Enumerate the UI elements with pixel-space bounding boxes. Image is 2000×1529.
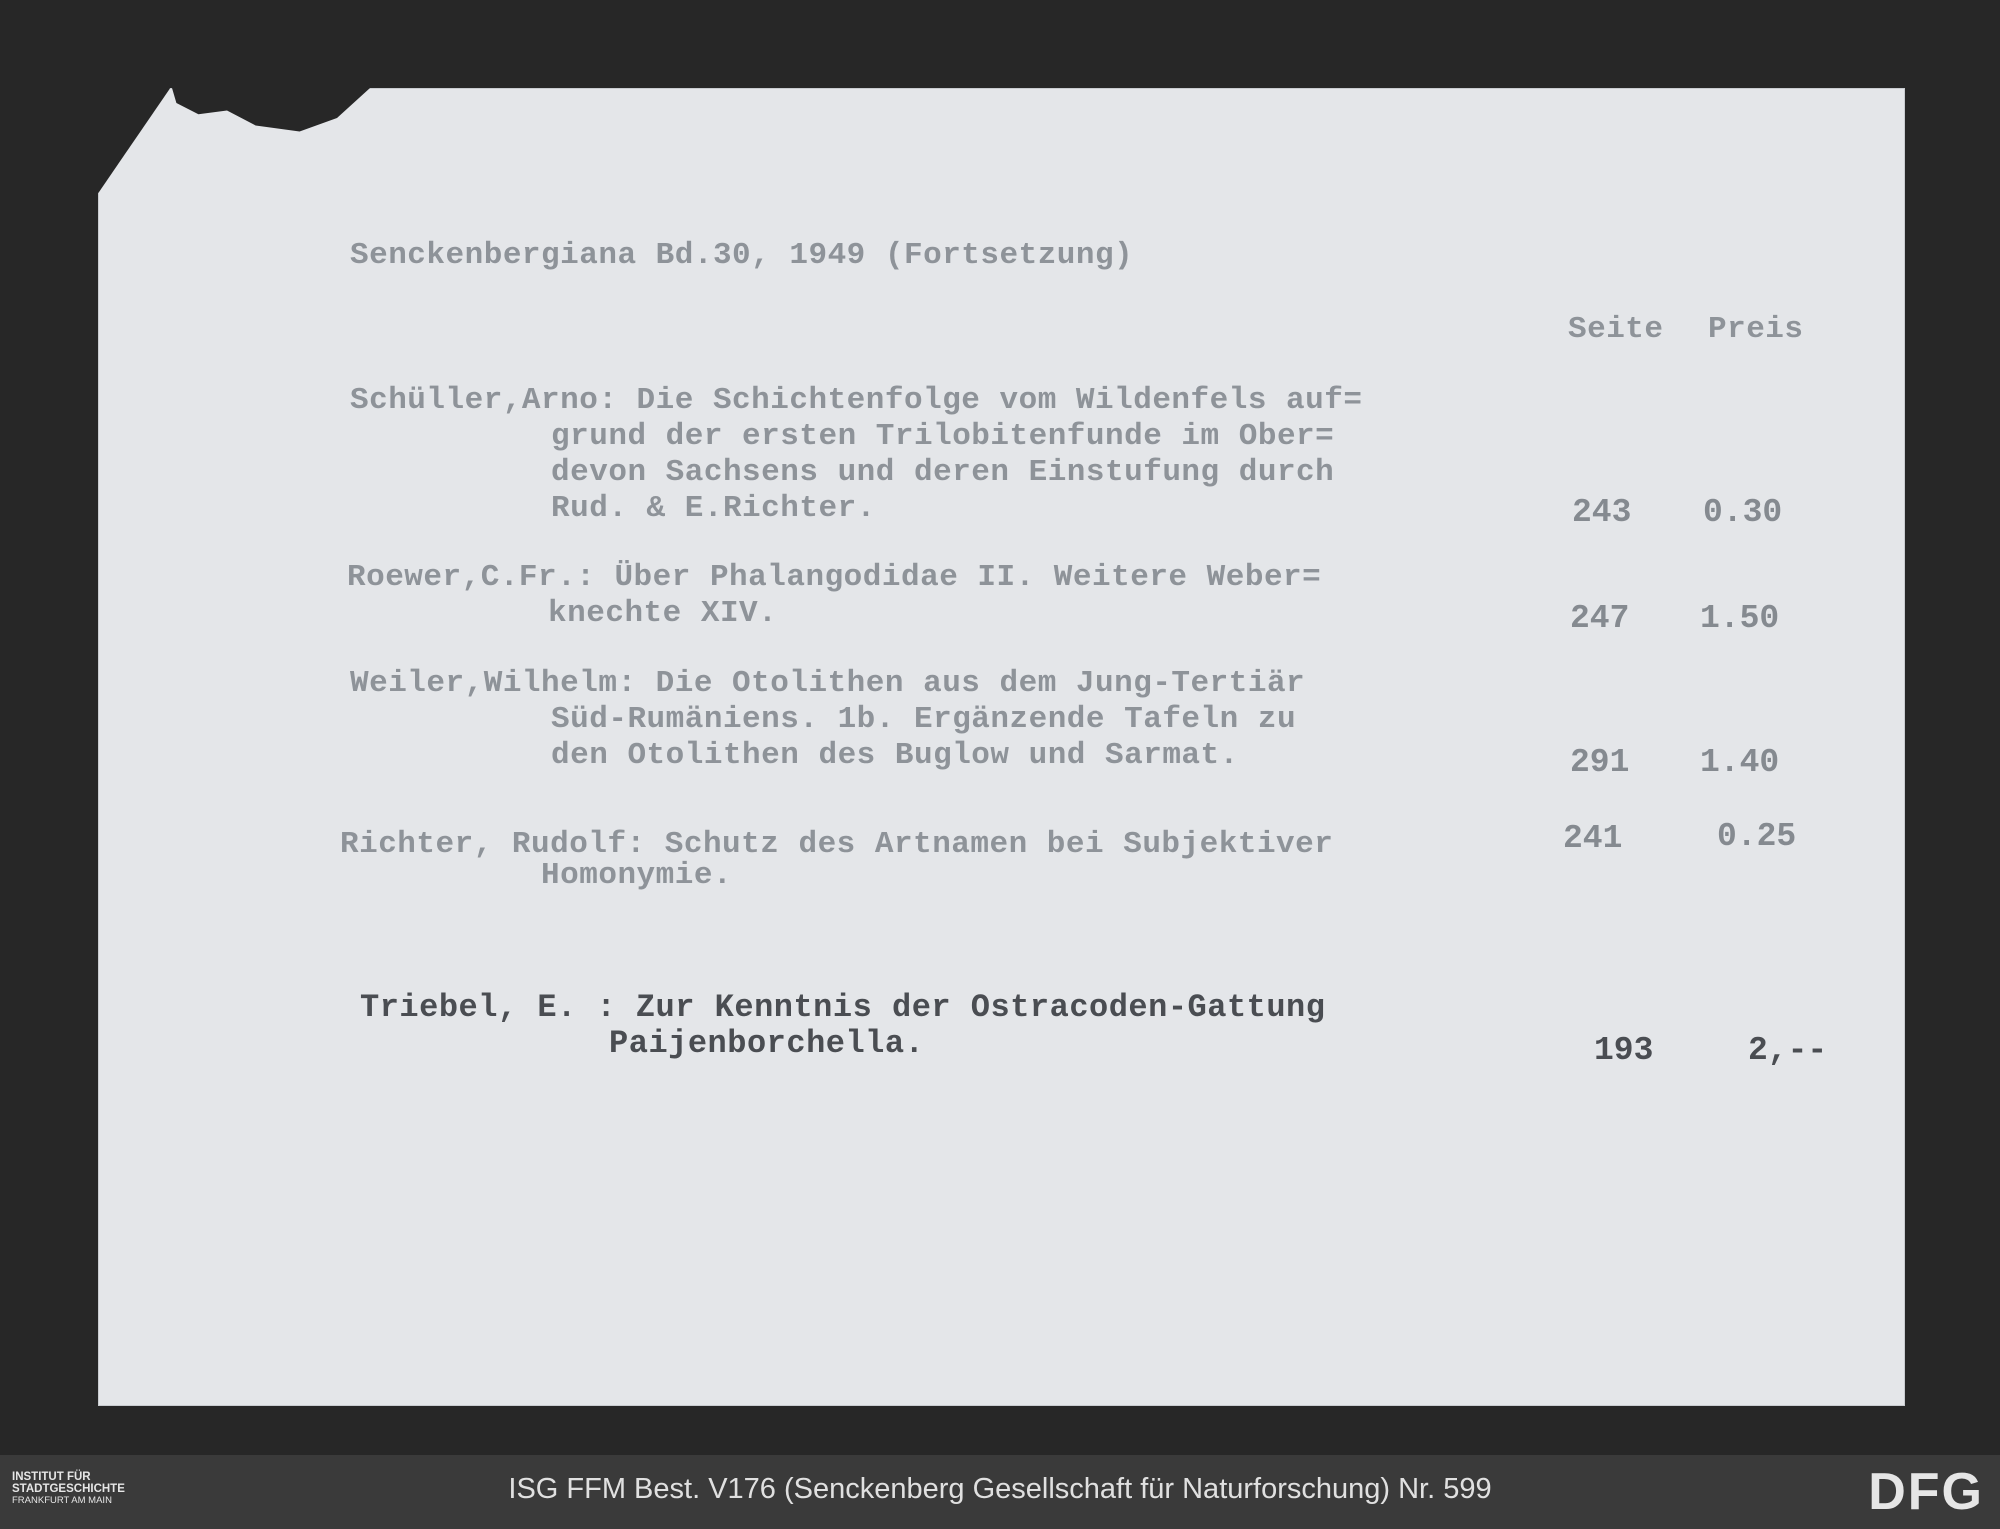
institute-line-1: INSTITUT FÜR — [12, 1471, 91, 1483]
column-header-preis: Preis — [1708, 312, 1804, 347]
column-header-seite: Seite — [1568, 312, 1664, 347]
entry-5-preis: 2,-- — [1748, 1032, 1828, 1069]
institute-line-3: FRANKFURT AM MAIN — [12, 1495, 112, 1506]
entry-1-line-1: Schüller,Arno: Die Schichtenfolge vom Wildenfels auf= — [350, 383, 1363, 418]
dfg-logo: DFG — [1868, 1463, 1984, 1521]
entry-4-seite: 241 — [1563, 820, 1623, 857]
entry-3-line-1: Weiler,Wilhelm: Die Otolithen aus dem Jung-Tertiär — [350, 666, 1306, 701]
entry-4-line-1: Richter, Rudolf: Schutz des Artnamen bei Subjektiver — [340, 827, 1334, 862]
archive-signature-caption: ISG FFM Best. V176 (Senckenberg Gesellschaft für Naturforschung) Nr. 599 — [508, 1473, 1492, 1505]
entry-1-line-3: devon Sachsens und deren Einstufung durch — [360, 455, 1335, 490]
entry-2-seite: 247 — [1570, 600, 1630, 637]
entry-2-preis: 1.50 — [1700, 600, 1780, 637]
archive-footer-bar — [0, 1455, 2000, 1529]
entry-3-line-2: Süd-Rumäniens. 1b. Ergänzende Tafeln zu — [360, 702, 1297, 737]
entry-1-line-2: grund der ersten Trilobitenfunde im Ober= — [360, 419, 1335, 454]
entry-3-seite: 291 — [1570, 744, 1630, 781]
entry-5-line-2: Paijenborchella. — [412, 1025, 925, 1062]
entry-4-preis: 0.25 — [1717, 818, 1797, 855]
entry-3-line-3: den Otolithen des Buglow und Sarmat. — [360, 738, 1239, 773]
entry-2-line-1: Roewer,C.Fr.: Über Phalangodidae II. Weitere Weber= — [347, 560, 1322, 595]
institute-line-2: STADTGESCHICHTE — [12, 1483, 125, 1495]
entry-1-line-4: Rud. & E.Richter. — [360, 491, 876, 526]
entry-5-seite: 193 — [1594, 1032, 1654, 1069]
entry-1-seite: 243 — [1572, 494, 1632, 531]
entry-2-line-2: knechte XIV. — [357, 596, 778, 631]
entry-5-line-1: Triebel, E. : Zur Kenntnis der Ostracoden-Gattung — [360, 989, 1326, 1026]
entry-1-preis: 0.30 — [1703, 494, 1783, 531]
document-heading: Senckenbergiana Bd.30, 1949 (Fortsetzung) — [350, 238, 1134, 273]
entry-4-line-2: Homonymie. — [350, 858, 733, 893]
entry-3-preis: 1.40 — [1700, 744, 1780, 781]
